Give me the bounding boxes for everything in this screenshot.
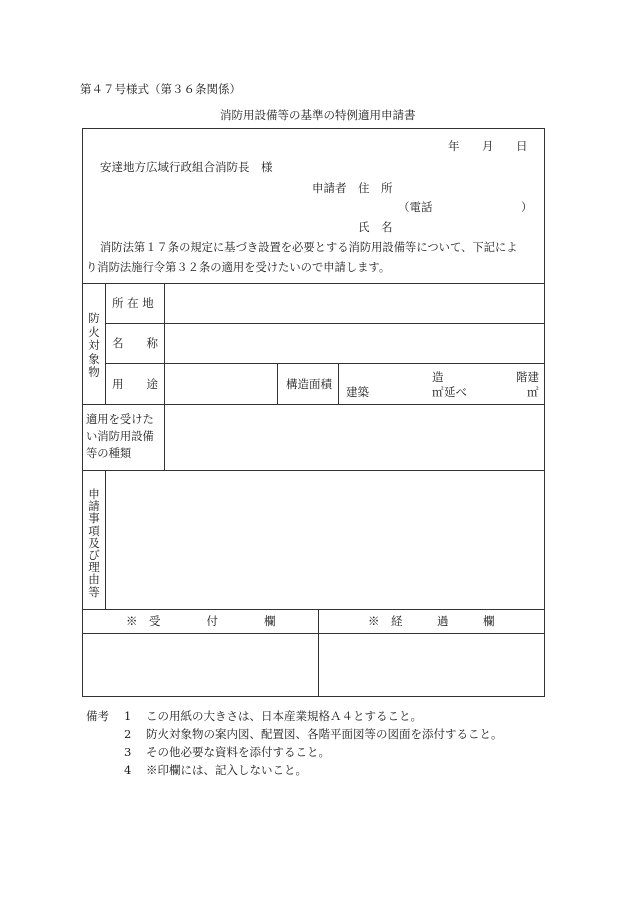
form-title: 消防用設備等の基準の特例適用申請書 [220,108,416,122]
phone-field[interactable] [436,199,516,215]
note-num: 1 [124,709,132,723]
rule-name [105,363,545,364]
note-num: 3 [124,745,132,759]
applicant-name-field[interactable] [400,219,530,235]
total-floor-label: 延べ [444,385,467,399]
rule-use-split-2 [338,363,339,404]
note-text: 防火対象物の案内図、配置図、各階平面図等の図面を添付すること。 [146,727,503,741]
rule-field-label-col [164,283,165,470]
progress-label: ※ 経 過 欄 [368,614,495,628]
applicant-name-label: 氏 名 [358,220,393,234]
structure-area-field[interactable] [340,365,543,402]
rule-top-section [82,283,545,284]
phone-open: （電話 [398,200,433,214]
application-label: 申請事項及び理由等 [88,487,100,599]
date-year-label: 年 [448,139,460,153]
date-day-label: 日 [516,139,528,153]
note-num: 4 [124,763,132,777]
equipment-type-field[interactable] [166,406,543,468]
application-field[interactable] [107,472,543,607]
note-text: この用紙の大きさは、日本産業規格Ａ４とすること。 [146,709,422,723]
date-month-label: 月 [482,139,494,153]
rule-application [82,609,545,610]
phone-close: ） [521,200,533,214]
notes-heading: 備考 [86,709,109,723]
rule-location [105,323,545,324]
rule-use [82,404,545,405]
note-text: その他必要な資料を添付すること。 [146,745,330,759]
intro-line-2: り消防法施行令第３２条の適用を受けたいので申請します。 [86,261,391,274]
structure-suffix: 造 [432,370,444,384]
applicant-address-label: 住 所 [358,181,393,195]
progress-field [320,635,543,695]
rule-object-label-col [105,283,106,404]
rule-application-col [105,470,106,609]
building-prefix: 建築 [346,385,369,399]
rule-use-split-1 [277,363,278,404]
reception-label: ※ 受 付 欄 [126,614,276,628]
building-area-unit: ㎡ [432,385,444,399]
applicant-label: 申請者 [312,181,347,195]
name-label: 名 称 [112,336,158,350]
structure-area-label: 構造面積 [286,377,332,391]
location-label: 所 在 地 [112,296,154,310]
reception-field [84,635,316,695]
intro-line-1: 消防法第１７条の規定に基づき設置を必要とする消防用設備等について、下記によ [100,241,518,254]
rule-reception-split [318,609,319,697]
object-name-field[interactable] [166,325,543,361]
use-field[interactable] [166,365,275,402]
location-field[interactable] [166,285,543,321]
floors-suffix: 階建 [516,370,539,384]
use-label: 用 途 [112,377,158,391]
equipment-type-label: 適用を受けたい消防用設備等の種類 [86,413,154,460]
note-num: 2 [124,727,132,741]
rule-equipment [82,470,545,471]
addressee: 安達地方広域行政組合消防長 様 [100,160,273,174]
applicant-address-field[interactable] [400,180,530,196]
form-number: 第４７号様式（第３６条関係） [80,82,241,96]
rule-reception-header [82,633,545,634]
note-text: ※印欄には、記入しないこと。 [146,763,307,777]
total-floor-area-unit: ㎡ [527,385,539,399]
target-object-label: 防火対象物 [88,311,100,379]
